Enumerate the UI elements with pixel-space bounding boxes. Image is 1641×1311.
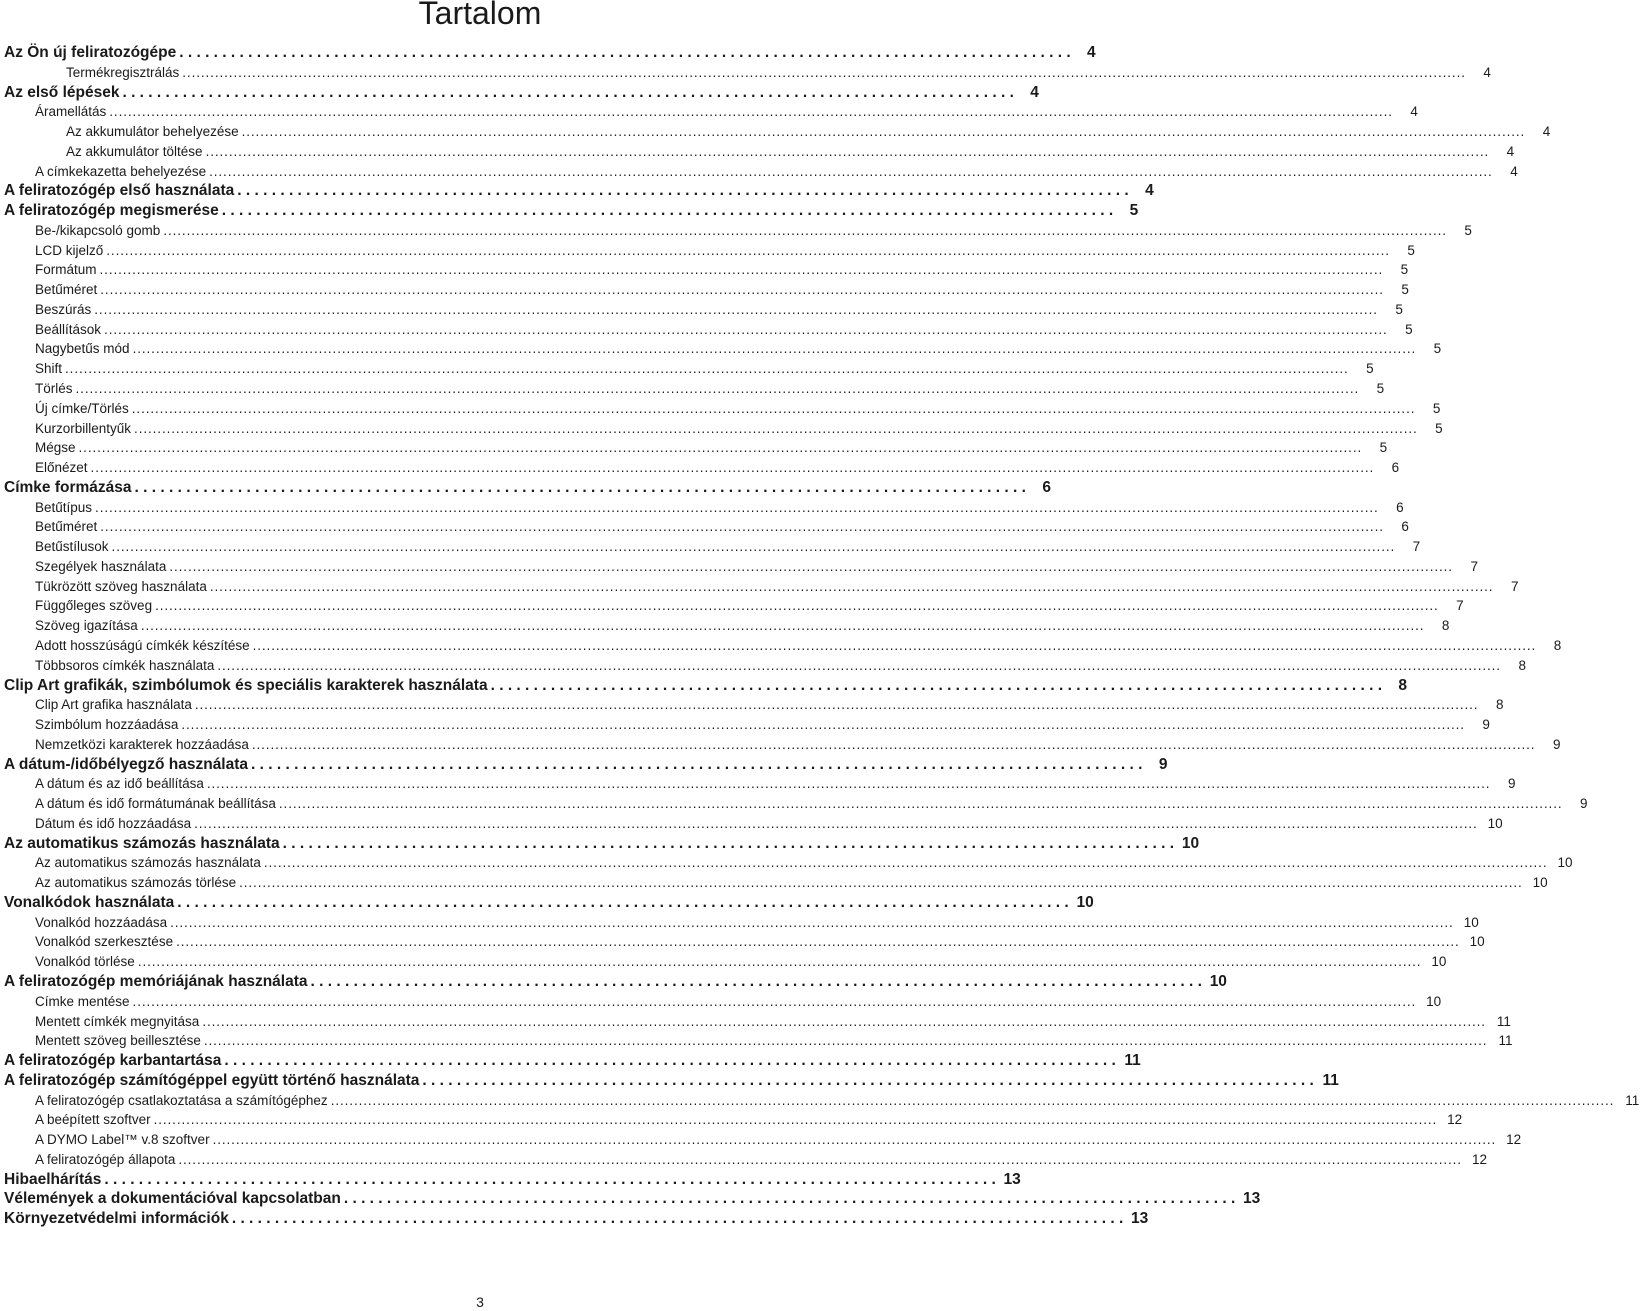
toc-entry-label: Nagybetűs mód [35, 341, 130, 357]
toc-entry-label: Nemzetközi karakterek hozzáadása [35, 736, 249, 752]
dot-leader [100, 517, 1384, 537]
toc-entry [4, 913, 1479, 933]
toc-entry-label: Betűméret [35, 282, 98, 298]
dot-leader [100, 280, 1384, 300]
toc-entry-label: Betűméret [35, 519, 98, 535]
toc-entry-label: LCD kijelző [35, 242, 104, 258]
dot-leader [135, 478, 1026, 498]
toc-entry-page-number: 5 [1379, 440, 1388, 456]
toc-entry [4, 359, 1374, 379]
toc-entry-label: Clip Art grafika használata [35, 697, 192, 713]
toc-entry-label: Beszúrás [35, 301, 92, 317]
toc-entry-page-number: 10 [1532, 875, 1548, 891]
dot-leader [169, 557, 1453, 577]
toc-entry-label: A feliratozógép karbantartása [4, 1052, 222, 1070]
toc-entry-page-number: 11 [1322, 1071, 1339, 1089]
dot-leader [65, 359, 1349, 379]
dot-leader [213, 1130, 1497, 1150]
toc-entry-label: A DYMO Label™ v.8 szoftver [35, 1132, 210, 1148]
dot-leader [79, 438, 1363, 458]
toc-entry-page-number: 13 [1243, 1190, 1261, 1208]
dot-leader [253, 636, 1537, 656]
toc-entry-label: Áramellátás [35, 104, 107, 120]
toc-entry [4, 83, 1039, 103]
toc-entry-page-number: 4 [1145, 182, 1154, 200]
toc-entry-page-number: 6 [1396, 499, 1404, 515]
toc-entry-page-number: 4 [1542, 124, 1551, 140]
toc-entry [4, 794, 1588, 814]
dot-leader [178, 1150, 1462, 1170]
dot-leader [194, 814, 1478, 834]
toc-entry-page-number: 5 [1405, 321, 1413, 337]
toc-entry-label: Előnézet [35, 460, 88, 476]
dot-leader [181, 715, 1465, 735]
toc-entry [4, 162, 1518, 182]
toc-entry-page-number: 5 [1401, 282, 1409, 298]
toc-entry [4, 1130, 1522, 1150]
toc-entry-label: Az automatikus számozás használata [4, 834, 280, 852]
toc-entry-page-number: 10 [1463, 914, 1479, 930]
toc-entry-page-number: 5 [1435, 420, 1443, 436]
toc-entry-label: Az akkumulátor töltése [66, 143, 203, 159]
toc-entry [4, 735, 1561, 755]
dot-leader [176, 932, 1460, 952]
dot-leader [217, 656, 1501, 676]
toc-entry [4, 1051, 1141, 1071]
toc-entry [4, 873, 1548, 893]
toc-entry-label: Vonalkód szerkesztése [35, 934, 174, 950]
toc-entry [4, 181, 1154, 201]
toc-entry-page-number: 4 [1030, 83, 1039, 101]
toc-entry-label: Betűtípus [35, 499, 93, 515]
toc-entry-label: Függőleges szöveg [35, 598, 153, 614]
dot-leader [182, 63, 1466, 83]
toc-entry-page-number: 6 [1042, 478, 1051, 496]
toc-entry [4, 853, 1573, 873]
toc-entry-label: Az első lépések [4, 83, 120, 101]
dot-leader [283, 834, 1174, 854]
toc-entry [4, 320, 1413, 340]
toc-entry [4, 102, 1418, 122]
dot-leader [252, 735, 1536, 755]
toc-entry [4, 1071, 1339, 1091]
toc-entry [4, 1170, 1021, 1190]
table-of-contents [4, 43, 1640, 1229]
toc-entry-label: Vélemények a dokumentációval kapcsolatban [4, 1190, 341, 1208]
toc-entry-label: Tükrözött szöveg használata [35, 578, 207, 594]
toc-entry-page-number: 9 [1482, 717, 1490, 733]
toc-entry [4, 1110, 1463, 1130]
toc-entry-label: Beállítások [35, 321, 102, 337]
toc-entry [4, 656, 1526, 676]
toc-entry-page-number: 10 [1431, 954, 1447, 970]
toc-entry-page-number: 5 [1395, 301, 1403, 317]
toc-entry-label: Mégse [35, 440, 76, 456]
toc-entry-page-number: 6 [1391, 460, 1400, 476]
toc-entry-page-number: 5 [1432, 400, 1441, 416]
toc-entry-page-number: 7 [1510, 578, 1519, 594]
toc-entry-label: Betűstílusok [35, 539, 109, 555]
toc-entry-label: Környezetvédelmi információk [4, 1210, 229, 1228]
toc-entry-label: Termékregisztrálás [66, 64, 180, 80]
toc-entry-page-number: 13 [1131, 1210, 1149, 1228]
toc-entry-label: A feliratozógép első használata [4, 182, 235, 200]
dot-leader [154, 1110, 1438, 1130]
toc-entry-page-number: 13 [1003, 1170, 1021, 1188]
dot-leader [91, 458, 1375, 478]
toc-entry-label: Adott hosszúságú címkék készítése [35, 637, 250, 653]
dot-leader [163, 221, 1447, 241]
toc-entry-label: Az akkumulátor behelyezése [66, 124, 239, 140]
toc-entry-page-number: 10 [1426, 993, 1442, 1009]
toc-entry-page-number: 4 [1087, 44, 1096, 61]
toc-entry [4, 636, 1562, 656]
toc-entry-page-number: 7 [1470, 558, 1478, 574]
toc-entry-label: Törlés [35, 381, 73, 397]
toc-entry-page-number: 11 [1496, 1013, 1511, 1029]
toc-entry-label: Címke formázása [4, 478, 132, 496]
dot-leader [109, 102, 1393, 122]
toc-entry [4, 932, 1485, 952]
toc-entry-label: A feliratozógép állapota [35, 1151, 176, 1167]
toc-entry-page-number: 5 [1366, 361, 1374, 377]
toc-entry-label: Hibaelhárítás [4, 1170, 102, 1188]
toc-entry-page-number: 8 [1495, 697, 1504, 713]
toc-entry [4, 1012, 1511, 1032]
toc-entry-label: Shift [35, 361, 63, 377]
toc-entry-label: Többsoros címkék használata [35, 657, 215, 673]
toc-entry-page-number: 9 [1507, 776, 1516, 792]
dot-leader [422, 1071, 1313, 1091]
toc-entry [4, 43, 1096, 63]
toc-entry [4, 1209, 1149, 1229]
toc-entry [4, 715, 1490, 735]
toc-entry-page-number: 4 [1510, 163, 1518, 179]
dot-leader [202, 1012, 1486, 1032]
dot-leader [195, 695, 1479, 715]
toc-entry-page-number: 12 [1506, 1132, 1522, 1148]
toc-entry-page-number: 12 [1447, 1112, 1463, 1128]
dot-leader [344, 1189, 1235, 1209]
toc-entry-page-number: 7 [1456, 598, 1464, 614]
dot-leader [279, 794, 1563, 814]
dot-leader [134, 419, 1418, 439]
toc-entry [4, 577, 1519, 597]
toc-entry [4, 379, 1385, 399]
toc-entry-page-number: 5 [1129, 202, 1139, 220]
toc-entry-page-number: 10 [1487, 815, 1503, 831]
toc-entry [4, 142, 1515, 162]
toc-entry-page-number: 9 [1579, 796, 1588, 812]
toc-entry-label: Vonalkód törlése [35, 954, 135, 970]
toc-entry-label: Dátum és idő hozzáadása [35, 815, 192, 831]
page-number: 3 [476, 1294, 484, 1310]
toc-entry [4, 557, 1478, 577]
toc-entry [4, 814, 1503, 834]
dot-leader [104, 1170, 995, 1190]
toc-entry-page-number: 4 [1410, 104, 1418, 120]
toc-entry [4, 1150, 1487, 1170]
toc-entry-label: Be-/kikapcsoló gomb [35, 222, 161, 238]
toc-entry [4, 755, 1168, 775]
toc-entry [4, 695, 1504, 715]
toc-entry-label: Címke mentése [35, 993, 130, 1009]
toc-entry [4, 63, 1491, 83]
toc-entry [4, 834, 1200, 854]
toc-entry-page-number: 8 [1441, 618, 1450, 634]
toc-entry-label: Mentett szöveg beillesztése [35, 1033, 201, 1049]
toc-entry [4, 458, 1400, 478]
toc-entry [4, 241, 1415, 261]
dot-leader [106, 241, 1390, 261]
dot-leader [177, 893, 1068, 913]
toc-entry [4, 122, 1551, 142]
toc-entry [4, 498, 1404, 518]
toc-entry-label: A címkekazetta behelyezése [35, 163, 207, 179]
dot-leader [206, 142, 1490, 162]
dot-leader [94, 300, 1378, 320]
toc-entry-page-number: 8 [1398, 676, 1408, 694]
toc-entry-label: Kurzorbillentyűk [35, 420, 132, 436]
dot-leader [204, 1031, 1488, 1051]
dot-leader [132, 399, 1416, 419]
dot-leader [491, 676, 1382, 696]
dot-leader [232, 1209, 1123, 1229]
toc-entry-label: A dátum és idő formátumának beállítása [35, 796, 276, 812]
toc-entry-page-number: 5 [1433, 341, 1442, 357]
toc-entry-label: A dátum-/időbélyegző használata [4, 755, 249, 773]
dot-leader [224, 1051, 1115, 1071]
toc-entry [4, 972, 1227, 992]
toc-entry-label: Formátum [35, 262, 97, 278]
toc-entry-label: Szöveg igazítása [35, 618, 138, 634]
page-title: Tartalom [418, 0, 542, 31]
toc-entry-label: Új címke/Törlés [35, 400, 129, 416]
toc-entry [4, 280, 1409, 300]
dot-leader [138, 952, 1422, 972]
dot-leader [210, 577, 1494, 597]
toc-entry-page-number: 10 [1469, 934, 1485, 950]
toc-entry-label: Vonalkódok használata [4, 893, 175, 911]
toc-entry-page-number: 11 [1498, 1033, 1513, 1049]
toc-entry-page-number: 10 [1557, 855, 1573, 871]
dot-leader [251, 755, 1142, 775]
toc-entry-page-number: 12 [1471, 1151, 1487, 1167]
toc-entry [4, 438, 1388, 458]
toc-entry-label: Az Ön új feliratozógépe [4, 44, 177, 61]
toc-entry [4, 676, 1408, 696]
toc-entry-page-number: 5 [1407, 242, 1415, 258]
dot-leader [104, 320, 1388, 340]
toc-entry-page-number: 10 [1209, 972, 1227, 990]
toc-entry-label: A dátum és az idő beállítása [35, 776, 204, 792]
toc-entry [4, 774, 1516, 794]
toc-entry-page-number: 11 [1124, 1052, 1141, 1070]
toc-entry-label: A feliratozógép memóriájának használata [4, 972, 308, 990]
toc-entry-label: A feliratozógép számítógéppel együtt történő használata [4, 1071, 420, 1089]
toc-entry-page-number: 8 [1518, 657, 1526, 673]
dot-leader [242, 122, 1526, 142]
toc-entry [4, 260, 1409, 280]
dot-leader [170, 913, 1454, 933]
toc-entry-page-number: 9 [1158, 755, 1168, 773]
toc-entry-page-number: 4 [1506, 143, 1515, 159]
toc-entry [4, 596, 1464, 616]
toc-entry-label: A feliratozógép megismerése [4, 202, 219, 220]
toc-entry-label: A beépített szoftver [35, 1112, 151, 1128]
toc-entry [4, 616, 1450, 636]
dot-leader [95, 498, 1379, 518]
dot-leader [76, 379, 1360, 399]
toc-entry [4, 419, 1443, 439]
toc-entry [4, 478, 1051, 498]
toc-entry [4, 893, 1094, 913]
toc-entry-page-number: 9 [1552, 736, 1561, 752]
dot-leader [112, 537, 1396, 557]
toc-entry-page-number: 7 [1412, 539, 1421, 555]
toc-entry-page-number: 11 [1625, 1092, 1640, 1108]
toc-entry-page-number: 4 [1483, 64, 1491, 80]
toc-entry-label: A feliratozógép csatlakoztatása a számítógéphez [35, 1092, 328, 1108]
dot-leader [264, 853, 1548, 873]
toc-entry-label: Szimbólum hozzáadása [35, 717, 179, 733]
toc-entry-page-number: 5 [1376, 381, 1385, 397]
dot-leader [239, 873, 1523, 893]
dot-leader [141, 616, 1425, 636]
toc-entry-label: Az automatikus számozás használata [35, 855, 261, 871]
toc-entry [4, 1031, 1513, 1051]
toc-entry [4, 1189, 1261, 1209]
toc-entry [4, 300, 1403, 320]
toc-entry [4, 952, 1447, 972]
toc-entry-page-number: 5 [1400, 262, 1409, 278]
dot-leader [222, 201, 1113, 221]
toc-entry-label: Mentett címkék megnyitása [35, 1013, 200, 1029]
toc-entry-label: Szegélyek használata [35, 558, 167, 574]
toc-entry-label: Clip Art grafikák, szimbólumok és speciális karakterek használata [4, 676, 488, 694]
dot-leader [209, 162, 1493, 182]
dot-leader [237, 181, 1128, 201]
dot-leader [207, 774, 1491, 794]
toc-entry [4, 399, 1441, 419]
dot-leader [311, 972, 1202, 992]
dot-leader [100, 260, 1384, 280]
dot-leader [155, 596, 1439, 616]
toc-entry [4, 339, 1442, 359]
toc-entry-label: Vonalkód hozzáadása [35, 914, 168, 930]
toc-entry [4, 1091, 1640, 1111]
toc-entry-page-number: 5 [1464, 222, 1472, 238]
dot-leader [122, 83, 1013, 103]
toc-entry [4, 537, 1421, 557]
toc-entry [4, 201, 1139, 221]
toc-entry-page-number: 10 [1076, 893, 1094, 911]
dot-leader [133, 339, 1417, 359]
toc-entry-page-number: 10 [1181, 834, 1200, 852]
toc-entry [4, 221, 1472, 241]
toc-entry-page-number: 8 [1553, 637, 1562, 653]
dot-leader [179, 43, 1070, 63]
toc-entry-label: Az automatikus számozás törlése [35, 875, 237, 891]
toc-entry [4, 992, 1442, 1012]
dot-leader [133, 992, 1417, 1012]
toc-entry-page-number: 6 [1401, 519, 1409, 535]
toc-entry [4, 517, 1409, 537]
dot-leader [331, 1091, 1615, 1111]
